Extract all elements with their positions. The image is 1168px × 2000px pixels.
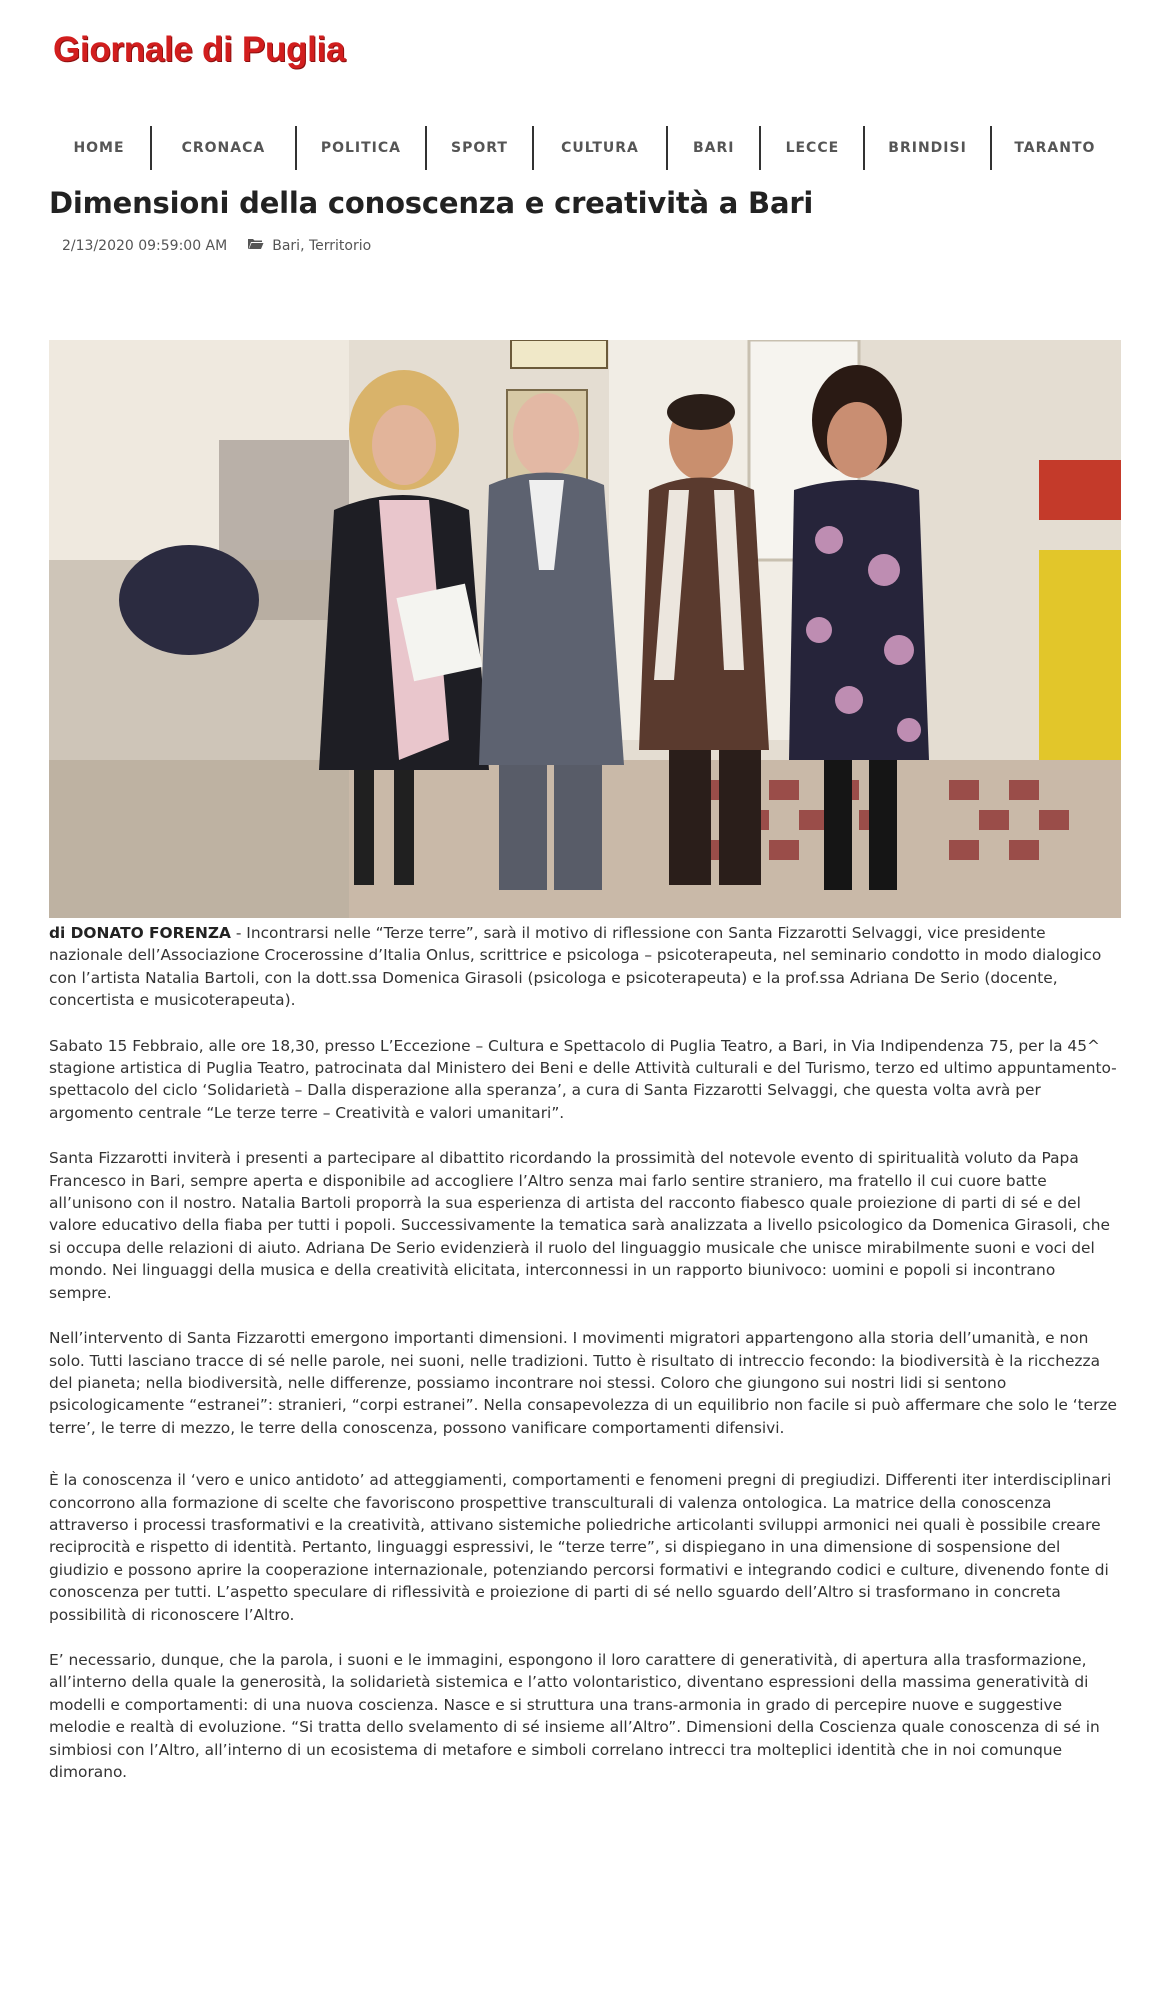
main-navigation [48, 126, 1118, 170]
article-paragraph: Sabato 15 Febbraio, alle ore 18,30, presso L’Eccezione – Cultura e Spettacolo di Puglia Teatro, a Bari, in Via Indipendenza 75, per la 45^ stagione artistica di Puglia Teatro, patrocinata dal Ministero dei Beni e delle Attività culturali e del Turismo, terzo ed ultimo appuntamento-spettacolo del ciclo ‘Solidarietà – Dalla disperazione alla speranza’, a cura di Santa Fizzarotti Selvaggi, che questa volta avrà per argomento centrale “Le terze terre – Creatività e valori umanitari”. [49, 1036, 1117, 1122]
article-title: Dimensioni della conoscenza e creatività a Bari [49, 186, 814, 220]
nav-item-taranto[interactable]: TARANTO [1014, 140, 1096, 156]
article-paragraph: È la conoscenza il ‘vero e unico antidoto’ ad atteggiamenti, comportamenti e fenomeni pregni di pregiudizi. Differenti iter interdisciplinari concorrono alla formazione di scelte che favoriscono prospettive transculturali di valenza ontologica. La matrice della conoscenza attraverso i processi trasformativi e la creatività, attivano sistemiche poliedriche articolanti sviluppi armonici nei quali è possibile creare reciprocità e rispetto di identità. Pertanto, linguaggi espressivi, le “terze terre”, si dispiegano in una dimensione di sospensione del giudizio e possono aprire la cooperazione internazionale, potenziando percorsi formativi e integrando codici e culture, divenendo fonte di conoscenza per tutti. L’aspetto speculare di riflessività e proiezione di parti di sé nello sguardo dell’Altro si trasformano in concreta possibilità di riconoscere l’Altro. [49, 1471, 1112, 1624]
lead-text: - Incontrarsi nelle “Terze terre”, sarà il motivo di riflessione con Santa Fizzarotti Selvaggi, vice presidente nazionale dell’Associazione Crocerossine d’Italia Onlus, scrittrice e psicologa – psicoterapeuta, nel seminario condotto in modo dialogico con l’artista Natalia Bartoli, con la dott.ssa Domenica Girasoli (psicologa e psicoterapeuta) e la prof.ssa Adriana De Serio (docente, concertista e musicoterapeuta). [49, 924, 1102, 1010]
category-link-bari[interactable]: Bari [272, 237, 301, 254]
article-date: 2/13/2020 09:59:00 AM [62, 237, 228, 254]
nav-item-politica[interactable]: POLITICA [297, 126, 427, 170]
article-paragraph: Nell’intervento di Santa Fizzarotti emergono importanti dimensioni. I movimenti migratori appartengono alla storia dell’umanità, e non solo. Tutti lasciano tracce di sé nelle parole, nei suoni, nelle tradizioni. Tutto è risultato di intreccio fecondo: la biodiversità è la ricchezza del pianeta; nella biodiversità, nelle differenze, possiamo incontrare noi stessi. Coloro che giungono sui nostri lidi si sentono psicologicamente “estranei”: stranieri, “corpi estranei”. Nella consapevolezza di un equilibrio non facile si può affermare che solo le ‘terze terre’, le terre di mezzo, le terre della conoscenza, possono vanificare comportamenti difensivi. [49, 1329, 1118, 1437]
nav-item-cronaca[interactable]: CRONACA [152, 126, 297, 170]
folder-icon [247, 237, 264, 254]
article-photo [49, 340, 1121, 918]
site-logo[interactable]: Giornale di Puglia [53, 30, 346, 69]
article-body [49, 922, 1119, 1806]
nav-item-home[interactable]: HOME [48, 126, 152, 170]
article-meta [62, 237, 371, 254]
category-separator: , [300, 237, 309, 254]
nav-item-cultura[interactable]: CULTURA [534, 126, 668, 170]
article-byline: di DONATO FORENZA [49, 924, 231, 942]
nav-item-lecce[interactable]: LECCE [761, 126, 865, 170]
nav-item-brindisi[interactable]: BRINDISI [865, 126, 991, 170]
article-lead [49, 922, 1119, 1012]
nav-item-bari[interactable]: BARI [668, 126, 761, 170]
category-link-territorio[interactable]: Territorio [308, 237, 372, 254]
article-paragraph: Santa Fizzarotti inviterà i presenti a partecipare al dibattito ricordando la prossimità del notevole evento di spiritualità voluto da Papa Francesco in Bari, sempre aperta e disponibile ad accogliere l’Altro senza mai farlo sentire straniero, ma fratello il cui cuore batte all’unisono con il nostro. Natalia Bartoli proporrà la sua esperienza di artista del racconto fiabesco quale proiezione di parti di sé e del valore educativo della fiaba per tutti i popoli. Successivamente la tematica sarà analizzata a livello psicologico da Domenica Girasoli, che si occupa delle relazioni di aiuto. Adriana De Serio evidenzierà il ruolo del linguaggio musicale che unisce mirabilmente suoni e voci del mondo. Nei linguaggi della musica e della creatività elicitata, interconnessi in un rapporto biunivoco: uomini e popoli si incontrano sempre. [49, 1149, 1110, 1302]
nav-item-sport[interactable]: SPORT [427, 126, 534, 170]
article-paragraph: E’ necessario, dunque, che la parola, i suoni e le immagini, espongono il loro carattere di generatività, di apertura alla trasformazione, all’interno della quale la generosità, la solidarietà sistemica e l’atto volontaristico, diventano espressioni della massima generatività di modelli e comportamenti: di una nuova coscienza. Nasce e si struttura una trans-armonia in grado di percepire nuove e suggestive melodie e realtà di evoluzione. “Si tratta dello svelamento di sé insieme all’Altro”. Dimensioni della Coscienza quale conoscenza di sé in simbiosi con l’Altro, all’interno di un ecosistema di metafore e simboli correlano intrecci tra molteplici identità che in noi comunque dimorano. [49, 1650, 1100, 1781]
